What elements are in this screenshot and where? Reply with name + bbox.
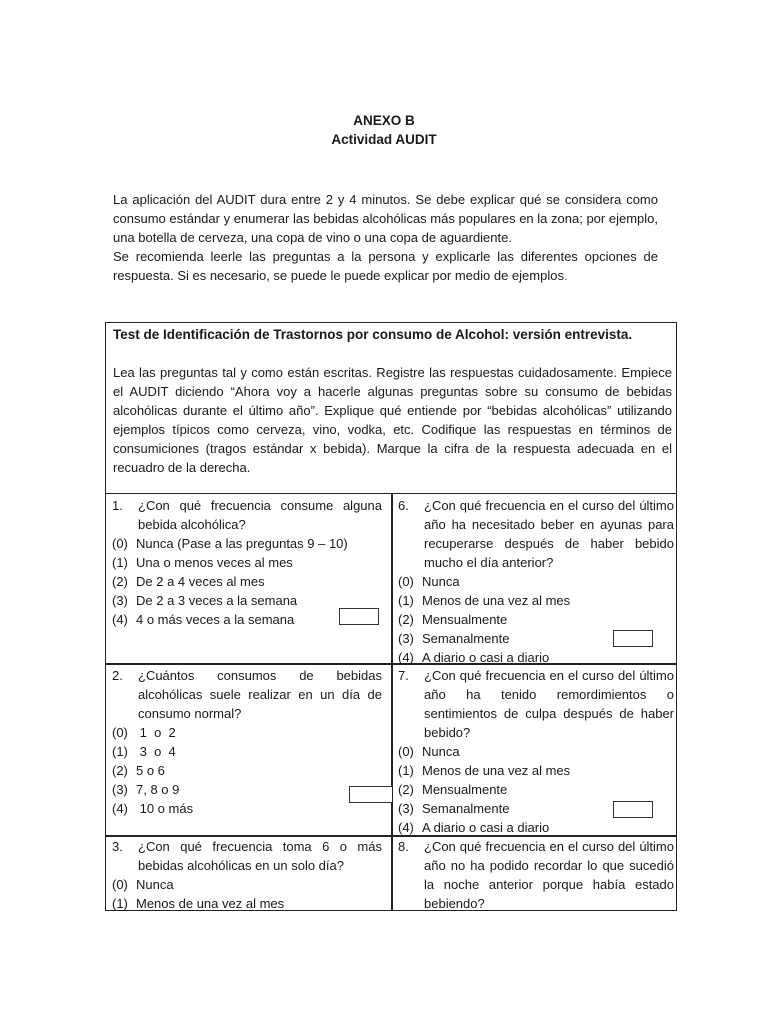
option[interactable]: [398, 610, 674, 629]
option-label: De 2 a 3 veces a la semana: [136, 593, 298, 608]
option-label: Nunca: [136, 877, 174, 892]
option[interactable]: [112, 534, 382, 553]
intro-paragraph-2: [113, 247, 658, 285]
option-label: Menos de una vez al mes: [422, 763, 571, 778]
question-number: 8.: [398, 839, 409, 854]
option-label: Una o menos veces al mes: [136, 555, 293, 570]
answer-box-q6[interactable]: [613, 630, 653, 647]
column-divider: [391, 494, 393, 910]
option[interactable]: [112, 572, 382, 591]
audit-test-table: [105, 322, 677, 911]
option-code: (2): [112, 763, 128, 778]
option[interactable]: [398, 818, 674, 837]
option-code: (3): [398, 801, 414, 816]
option-code: (2): [398, 612, 414, 627]
option-label: Semanalmente: [422, 801, 510, 816]
test-instructions: Lea las preguntas tal y como están escritas. Registre las respuestas cuidadosamente. Empiece el AUDIT diciendo “Ahora voy a hacerle algunas preguntas sobre su consumo de bebidas alcohólicas durante el último año”. Explique qué entiende por “bebidas alcohólicas” utilizando ejemplos típicos como cerveza, vino, vodka, etc. Codifique las respuestas en términos de consumiciones (tragos estándar x bebida). Marque la cifra de la respuesta adecuada en el recuadro de la derecha.: [113, 365, 672, 475]
intro-paragraph-1: La aplicación del AUDIT dura entre 2 y 4 minutos. Se debe explicar qué se considera como consumo estándar y enumerar las bebidas alcohólicas más populares en la zona; por ejemplo, una botella de cerveza, una copa de vino o una copa de aguardiente.: [113, 192, 658, 245]
option[interactable]: [112, 894, 382, 913]
question-text: ¿Con qué frecuencia en el curso del último año ha necesitado beber en ayunas para recuperarse después de haber bebido mucho el día anterior?: [424, 498, 674, 570]
option[interactable]: [398, 780, 674, 799]
option-code: (3): [112, 782, 128, 797]
option-label: Nunca (Pase a las preguntas 9 – 10): [136, 536, 348, 551]
option-label: Menos de una vez al mes: [136, 896, 285, 911]
option-label: Mensualmente: [422, 612, 508, 627]
option-code: (0): [398, 744, 414, 759]
question-number: 7.: [398, 668, 409, 683]
test-header: [106, 323, 676, 494]
option-code: (0): [112, 536, 128, 551]
option[interactable]: [112, 553, 382, 572]
intro-paragraph-2-end: .: [563, 268, 568, 283]
question-text: ¿Con qué frecuencia consume alguna bebida alcohólica?: [138, 498, 382, 532]
option-code: (0): [398, 574, 414, 589]
option[interactable]: [398, 572, 674, 591]
option-code: (4): [398, 820, 414, 835]
option-label: Nunca: [422, 744, 460, 759]
option-code: (4): [398, 650, 414, 665]
answer-box-q2[interactable]: [349, 786, 392, 803]
question-2: [112, 666, 382, 818]
answer-box-q7[interactable]: [613, 801, 653, 818]
option[interactable]: [398, 761, 674, 780]
annex-title: ANEXO B: [353, 113, 415, 128]
question-3: [112, 837, 382, 913]
option-label: A diario o casi a diario: [422, 650, 550, 665]
option[interactable]: [112, 780, 382, 799]
question-text: ¿Con qué frecuencia toma 6 o más bebidas alcohólicas en un solo día?: [138, 839, 382, 873]
option-label: Semanalmente: [422, 631, 510, 646]
intro-text: [113, 190, 658, 285]
option[interactable]: [398, 648, 674, 667]
option[interactable]: [398, 742, 674, 761]
intro-paragraph-2-text: Se recomienda leerle las preguntas a la persona y explicarle las diferentes opciones de respuesta. Si es necesario, se puede le puede explicar por medio de ejemplos: [113, 249, 658, 283]
question-number: 3.: [112, 839, 123, 854]
option-code: (3): [112, 593, 128, 608]
option-code: (4): [112, 612, 128, 627]
option[interactable]: [112, 875, 382, 894]
option-code: (1): [112, 744, 128, 759]
question-number: 1.: [112, 498, 123, 513]
option[interactable]: [398, 591, 674, 610]
option[interactable]: [112, 723, 382, 742]
option-code: (2): [398, 782, 414, 797]
option-code: (4): [112, 801, 128, 816]
option-label: 4 o más veces a la semana: [136, 612, 295, 627]
question-number: 2.: [112, 668, 123, 683]
option[interactable]: [112, 742, 382, 761]
option-code: (1): [398, 593, 414, 608]
option-label: A diario o casi a diario: [422, 820, 550, 835]
activity-title: Actividad AUDIT: [331, 132, 437, 147]
option-label: De 2 a 4 veces al mes: [136, 574, 265, 589]
option-code: (3): [398, 631, 414, 646]
option-label: 7, 8 o 9: [136, 782, 180, 797]
option-code: (1): [112, 555, 128, 570]
option-code: (1): [112, 896, 128, 911]
question-text: ¿Cuántos consumos de bebidas alcohólicas suele realizar en un día de consumo normal?: [138, 668, 382, 721]
option-label: 1 o 2: [136, 725, 176, 740]
option-label: Mensualmente: [422, 782, 508, 797]
option-code: (0): [112, 877, 128, 892]
option[interactable]: [112, 799, 382, 818]
question-8: [398, 837, 674, 913]
option[interactable]: [112, 761, 382, 780]
option-label: Menos de una vez al mes: [422, 593, 571, 608]
option-code: (2): [112, 574, 128, 589]
option-code: (0): [112, 725, 128, 740]
option-label: 3 o 4: [136, 744, 176, 759]
test-title: Test de Identificación de Trastornos por consumo de Alcohol: versión entrevista.: [113, 327, 633, 342]
option-label: 5 o 6: [136, 763, 165, 778]
question-number: 6.: [398, 498, 409, 513]
option-label: Nunca: [422, 574, 460, 589]
question-text: ¿Con qué frecuencia en el curso del último año ha tenido remordimientos o sentimientos de culpa después de haber bebido?: [424, 668, 674, 740]
option-code: (1): [398, 763, 414, 778]
answer-box-q1[interactable]: [339, 608, 379, 625]
option-label: 10 o más: [136, 801, 194, 816]
question-text: ¿Con qué frecuencia en el curso del último año no ha podido recordar lo que sucedió la noche anterior porque había estado bebiendo?: [424, 839, 674, 911]
